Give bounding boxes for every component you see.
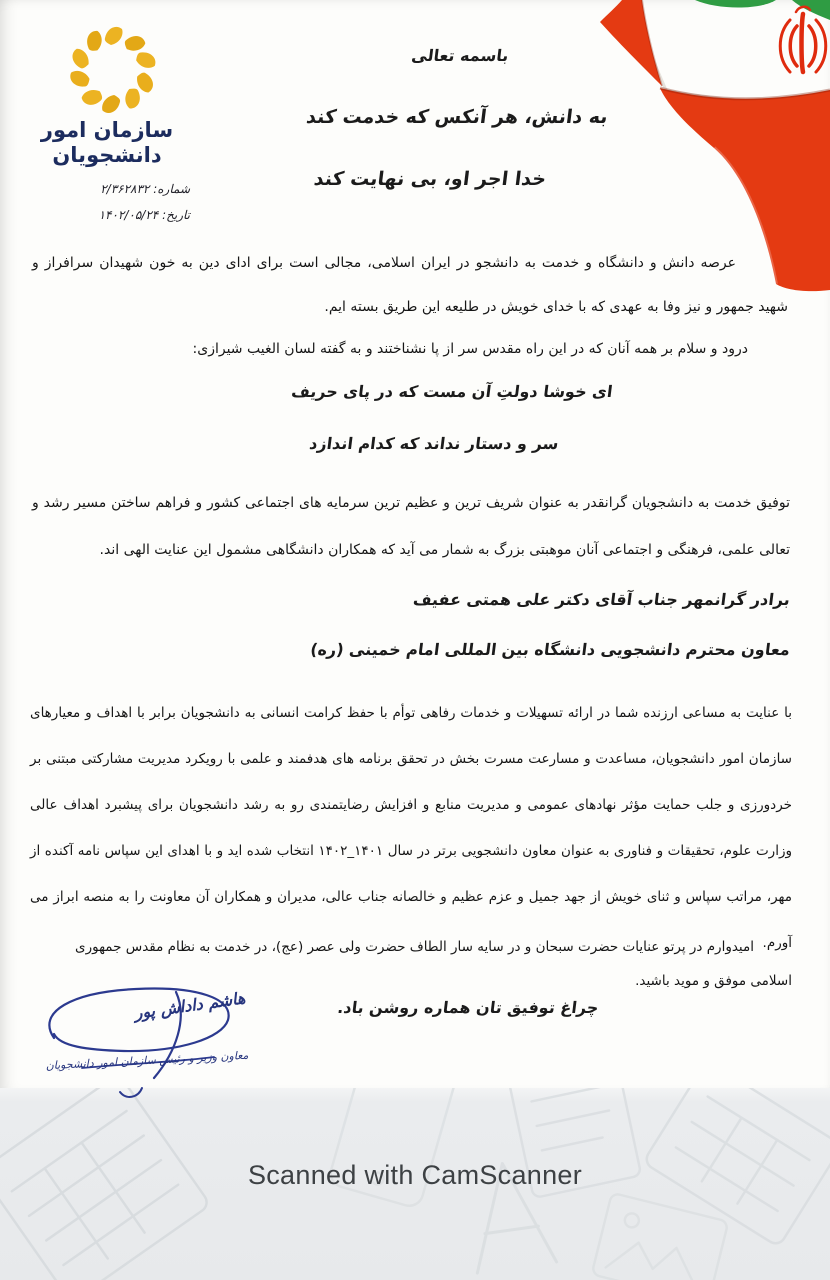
- camscanner-watermark-text: Scanned with CamScanner: [247, 1160, 583, 1190]
- paragraph-3: توفیق خدمت به دانشجویان گرانقدر به عنوان شریف ترین و عظیم ترین سرمایه های اجتماعی کشور و فراهم ساختن مسیر رشد و تعالی علمی، فرهنگی و اجتماعی آنان موهبتی بزرگ به شمار می آید که همکاران دانشگاهی مشمول این عنایت الهی اند.: [32, 495, 790, 558]
- serial-number-line: [38, 182, 190, 196]
- motto-line1: به دانش، هر آنکس که خدمت کند: [305, 106, 609, 128]
- paragraph-5: امیدوارم در پرتو عنایات حضرت سبحان و در سایه سار الطاف حضرت ولی عصر (عج)، در خدمت به نظام مقدس جمهوری اسلامی موفق و موید باشید.: [75, 939, 792, 989]
- motto-line2: خدا اجر او، بی نهایت کند: [312, 168, 548, 190]
- org-name: [22, 118, 192, 168]
- bismillah-heading: باسمه تعالی: [410, 46, 510, 65]
- paragraph-1: عرصه دانش و دانشگاه و خدمت به دانشجو در ایران اسلامی، مجالی است برای ادای دین به خون شهیدان سرافراز و شهید جمهور و نیز وفا به عهدی که با خدای خویش در طلیعه این طریق بسته ایم.: [32, 255, 788, 315]
- addressee-title-line: معاون محترم دانشجویی دانشگاه بین المللی امام خمینی (ره): [309, 640, 792, 659]
- flag-green-stripe: [695, 0, 776, 8]
- paragraph-2: درود و سلام بر همه آنان که در این راه مقدس سر از پا نشناختند و به گفته لسان الغیب شیرازی:: [192, 341, 748, 357]
- org-name-line2: دانشجویان: [52, 143, 162, 167]
- signature-name: هاشم داداش پور: [133, 988, 247, 1023]
- serial-label: شماره:: [153, 182, 190, 196]
- poem-line1: ای خوشا دولتِ آن مست که در پای حریف: [290, 382, 614, 401]
- poem-line2: سر و دستار نداند که کدام اندازد: [308, 434, 560, 453]
- paragraph-4: با عنایت به مساعی ارزنده شما در ارائه تسهیلات و خدمات رفاهی توأم با حفظ کرامت انسانی به دانشجویان برابر با اهداف و معیارهای سازمان امور دانشجویان، مساعدت و مسارعت مسرت بخش در تحقق برنامه های هدفمند و علمی با رویکرد مدیریت مشارکتی مبتنی بر خردورزی و جلب حمایت مؤثر نهادهای عمومی و مدیریت منابع و افزایش رضایتمندی رو به رشد دانشجویان برای پیشبرد اهداف عالی وزارت علوم، تحقیقات و فناوری به عنوان معاون دانشجویی برتر در سال ۱۴۰۱_۱۴۰۲ انتخاب شده اید و با اهدای این سپاس نامه آکنده از مهر، مراتب سپاس و ثنای خویش از جهد جمیل و عزم عظیم و خالصانه جناب عالی، مدیران و همکاران آن معاونت را به منصه ابراز می آورم.: [30, 705, 792, 951]
- addressee-name-line: برادر گرانمهر جناب آقای دکتر علی همتی عفیف: [411, 590, 792, 609]
- signature-title: معاون وزیر و رئیس سازمان امور دانشجویان: [45, 1048, 249, 1073]
- date-value: ۱۴۰۲/۰۵/۲۴: [98, 208, 159, 222]
- serial-value: ۲/۳۶۲۸۳۲: [100, 182, 150, 196]
- date-line: [38, 208, 190, 222]
- org-logo-sunburst-icon: [58, 20, 168, 120]
- flag-emblem-icon: [780, 7, 826, 72]
- camscanner-footer: [0, 1088, 830, 1280]
- org-name-line1: سازمان امور: [40, 118, 174, 142]
- signature-block: [24, 980, 274, 1108]
- closing-line: چراغ توفیق تان هماره روشن باد.: [336, 998, 600, 1017]
- date-label: تاریخ:: [162, 208, 190, 222]
